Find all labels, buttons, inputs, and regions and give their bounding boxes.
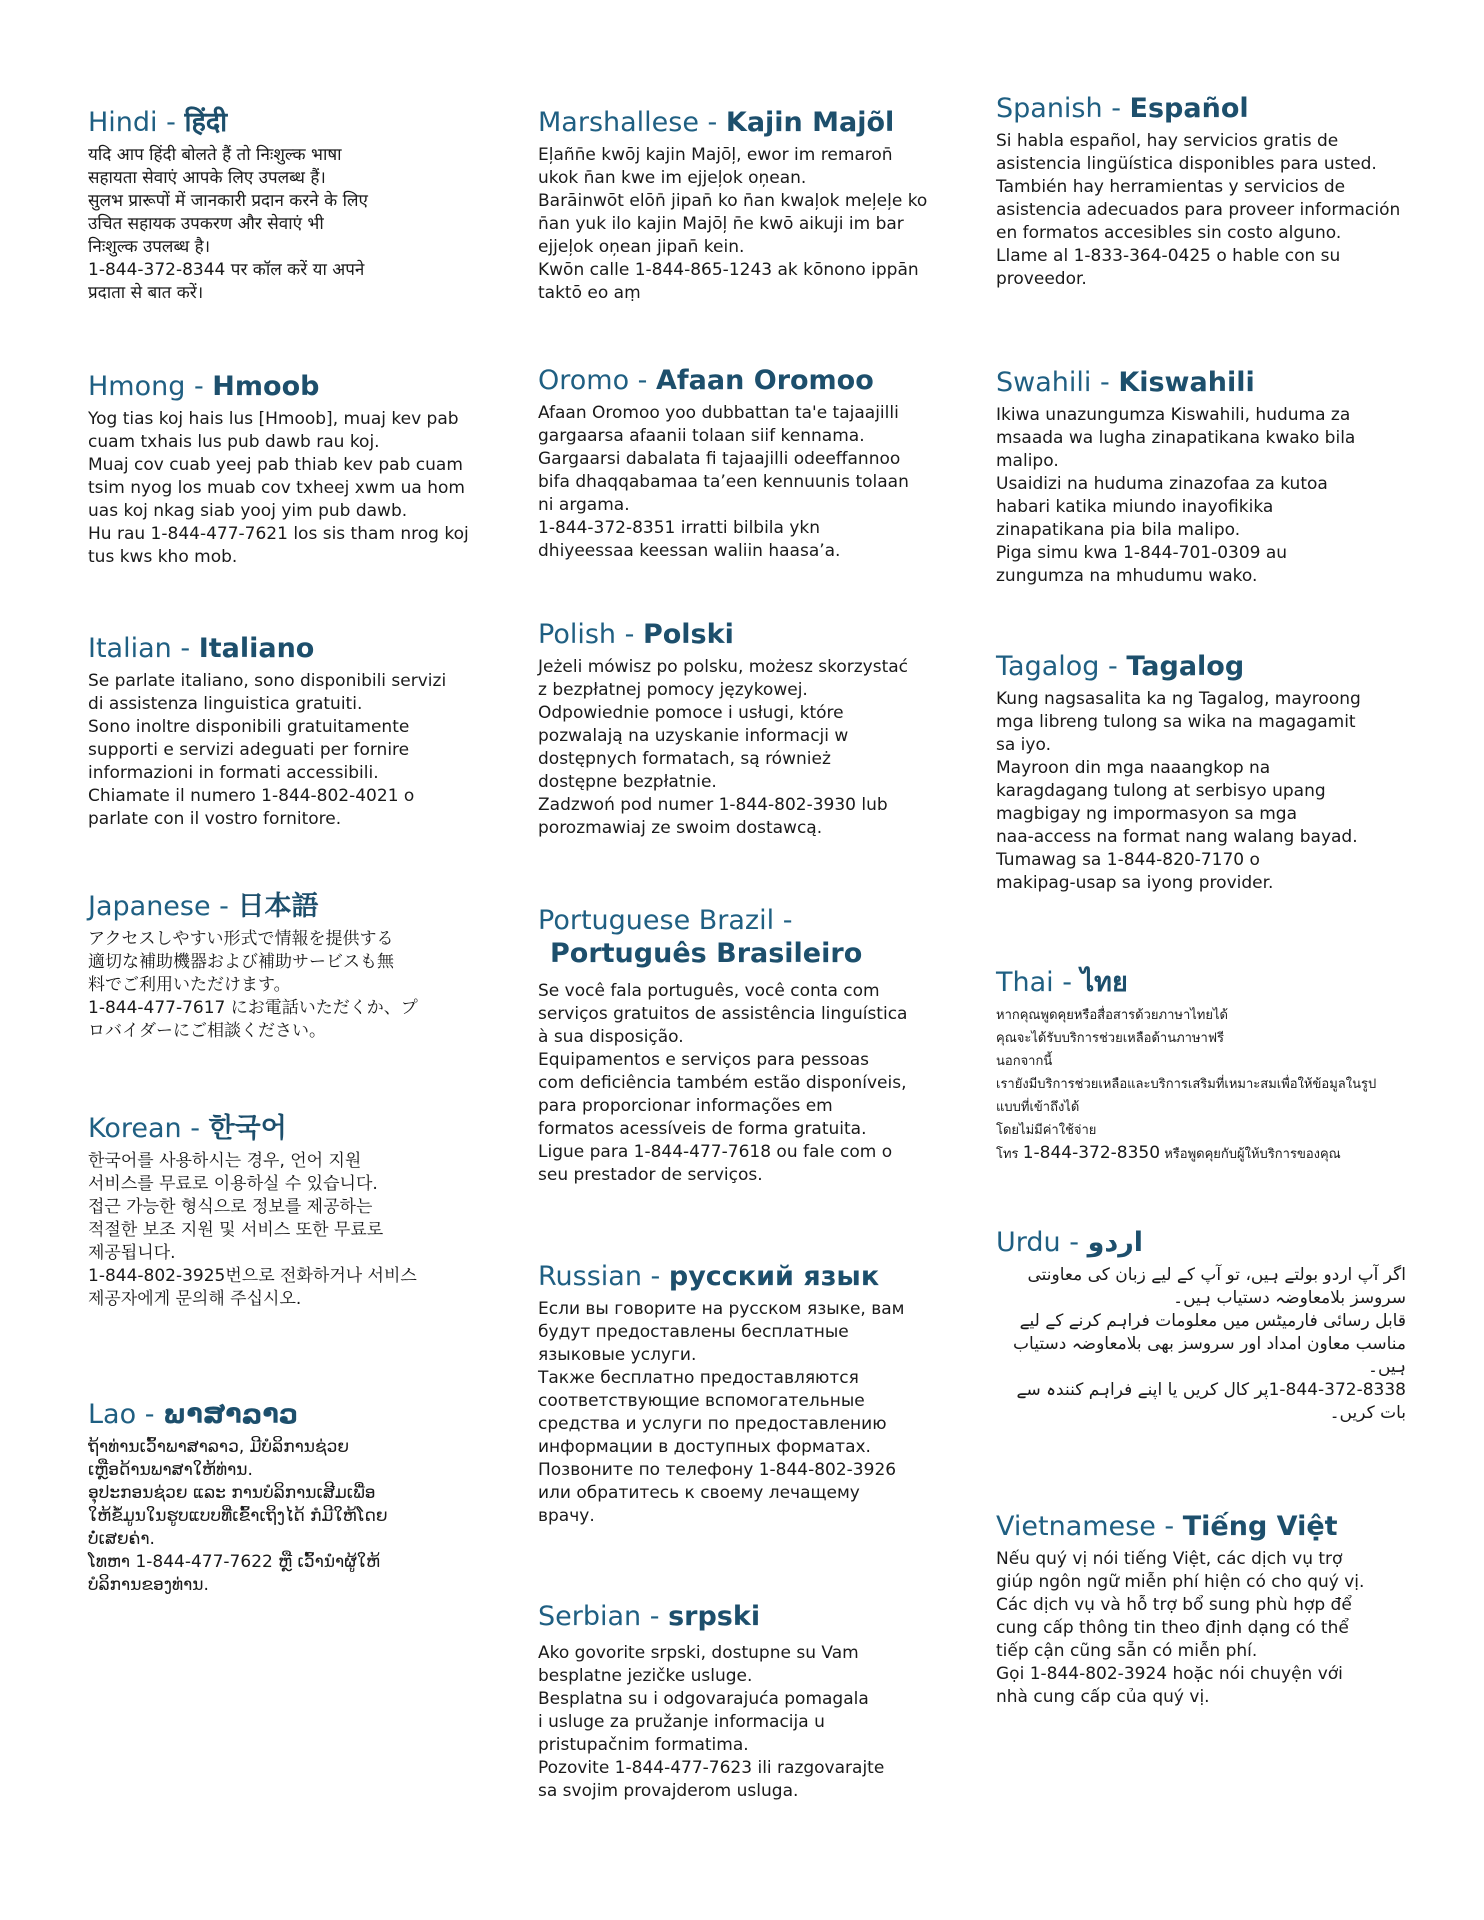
serbian-block	[538, 1600, 948, 1803]
japanese-native-name: 日本語	[237, 891, 319, 922]
marshallese-line: Barāinwōt elōn̄ jipan̄ ko n̄an kwaļok meļeļe ko	[538, 191, 928, 211]
oromo-line: dhiyeessaa keessan waliin haasa’a.	[538, 541, 841, 561]
thai-line: หากคุณพูดคุยหรือสื่อสารด้วยภาษาไทยได้	[996, 1008, 1228, 1023]
hmong-english-name: Hmong -	[88, 371, 204, 402]
urdu-english-name: Urdu -	[996, 1227, 1079, 1258]
vietnamese-line: nhà cung cấp của quý vị.	[996, 1687, 1210, 1707]
hindi-body	[88, 144, 496, 305]
tagalog-line: karagdagang tulong at serbisyo upang	[996, 781, 1326, 801]
vietnamese-line: tiếp cận cũng sẵn có miễn phí.	[996, 1641, 1258, 1661]
japanese-line: 料でご利用いただけます。	[88, 975, 291, 995]
swahili-line: msaada wa lugha zinapatikana kwako bila	[996, 428, 1356, 448]
urdu-line: بات کریں۔	[1329, 1403, 1406, 1423]
italian-heading	[88, 632, 496, 666]
urdu-heading	[996, 1226, 1416, 1260]
russian-line: информации в доступных форматах.	[538, 1437, 871, 1457]
portuguese-line: Equipamentos e serviços para pessoas	[538, 1050, 869, 1070]
portuguese-line: com deficiência também estão disponíveis,	[538, 1073, 907, 1093]
tagalog-line: naa-access na format nang walang bayad.	[996, 827, 1358, 847]
japanese-heading	[88, 890, 496, 924]
hmong-block	[88, 370, 496, 569]
urdu-native-name: اردو	[1087, 1227, 1143, 1258]
tagalog-block	[996, 650, 1416, 895]
russian-block	[538, 1260, 948, 1528]
korean-line: 적절한 보조 지원 및 서비스 또한 무료로	[88, 1220, 384, 1240]
portuguese-line: formatos acessíveis de forma gratuita.	[538, 1119, 867, 1139]
spanish-line: en formatos accesibles sin costo alguno.	[996, 223, 1342, 243]
thai-call-prefix: โทร	[996, 1147, 1019, 1162]
japanese-line: ロバイダーにご相談ください。	[88, 1021, 326, 1041]
hindi-block	[88, 106, 496, 305]
polish-line: pozwalają na uzyskanie informacji w	[538, 726, 849, 746]
hindi-english-name: Hindi -	[88, 107, 176, 138]
swahili-line: Usaidizi na huduma zinazofaa za kutoa	[996, 474, 1328, 494]
vietnamese-line: cung cấp thông tin theo định dạng có thể	[996, 1618, 1349, 1638]
swahili-line: zungumza na mhudumu wako.	[996, 566, 1258, 586]
polish-line: dostępne bezpłatnie.	[538, 772, 717, 792]
portuguese-block	[538, 904, 948, 1187]
spanish-native-name: Español	[1129, 93, 1249, 124]
tagalog-line: Mayroon din mga naaangkop na	[996, 758, 1271, 778]
marshallese-block	[538, 106, 948, 305]
urdu-line: اگر آپ اردو بولتے ہیں، تو آپ کے لیے زبان کی معاونتی	[1027, 1265, 1406, 1285]
polish-block	[538, 618, 948, 840]
portuguese-line: Se você fala português, você conta com	[538, 981, 880, 1001]
korean-english-name: Korean -	[88, 1113, 200, 1144]
italian-line: Sono inoltre disponibili gratuitamente	[88, 717, 410, 737]
vietnamese-block	[996, 1510, 1416, 1709]
tagalog-line: sa iyo.	[996, 735, 1051, 755]
hmong-line: Muaj cov cuab yeej pab thiab kev pab cuam	[88, 455, 463, 475]
japanese-line: 適切な補助機器および補助サービスも無	[88, 952, 394, 972]
polish-line: z bezpłatnej pomocy językowej.	[538, 680, 808, 700]
hmong-heading	[88, 370, 496, 404]
italian-body	[88, 670, 496, 831]
hindi-line: उचित सहायक उपकरण और सेवाएं भी	[88, 214, 324, 234]
korean-line: 1-844-802-3925번으로 전화하거나 서비스	[88, 1266, 417, 1286]
russian-line: средства и услуги по предоставлению	[538, 1414, 887, 1434]
japanese-line: アクセスしやすい形式で情報を提供する	[88, 929, 394, 949]
oromo-line: ni argama.	[538, 495, 630, 515]
hindi-line: सुलभ प्रारूपों में जानकारी प्रदान करने के लिए	[88, 191, 368, 211]
oromo-native-name: Afaan Oromoo	[656, 365, 874, 396]
hindi-line: 1-844-372-8344 पर कॉल करें या अपने	[88, 260, 365, 280]
hindi-native-name: हिंदी	[184, 107, 228, 138]
portuguese-body	[538, 980, 948, 1187]
russian-line: Если вы говорите на русском языке, вам	[538, 1299, 905, 1319]
hmong-body	[88, 408, 496, 569]
oromo-line: 1-844-372-8351 irratti bilbila ykn	[538, 518, 821, 538]
marshallese-line: ukok n̄an kwe im ejjeļok oņean.	[538, 168, 807, 188]
lao-heading	[88, 1398, 496, 1432]
lao-line: ອຸປະກອນຊ່ວຍ ແລະ ການບໍລິການເສີມເພື່ອ	[88, 1483, 376, 1503]
hmong-line: cuam txhais lus pub dawb rau koj.	[88, 432, 380, 452]
portuguese-heading	[538, 904, 948, 970]
serbian-heading	[538, 1600, 948, 1634]
serbian-line: Pozovite 1-844-477-7623 ili razgovarajte	[538, 1758, 885, 1778]
italian-native-name: Italiano	[198, 633, 315, 664]
russian-line: Позвоните по телефону 1-844-802-3926	[538, 1460, 897, 1480]
swahili-heading	[996, 366, 1416, 400]
lao-line: ໂທຫາ 1-844-477-7622 ຫຼື ເວົ້ານຳຜູ້ໃຫ້	[88, 1552, 381, 1572]
polish-line: Jeżeli mówisz po polsku, możesz skorzystać	[538, 657, 909, 677]
swahili-block	[996, 366, 1416, 588]
urdu-line: سروسز بلامعاوضہ دستیاب ہیں۔	[1173, 1288, 1406, 1308]
spanish-english-name: Spanish -	[996, 93, 1121, 124]
oromo-body	[538, 402, 948, 563]
vietnamese-english-name: Vietnamese -	[996, 1511, 1175, 1542]
korean-line: 서비스를 무료로 이용하실 수 있습니다.	[88, 1174, 378, 1194]
lao-native-name: ພາສາລາວ	[163, 1399, 299, 1430]
hindi-line: यदि आप हिंदी बोलते हैं तो निःशुल्क भाषा	[88, 145, 342, 165]
lao-line: ເຫຼືອດ້ານພາສາໃຫ້ທ່ານ.	[88, 1460, 253, 1480]
vietnamese-line: Gọi 1-844-802-3924 hoặc nói chuyện với	[996, 1664, 1343, 1684]
japanese-line: 1-844-477-7617 にお電話いただくか、プ	[88, 998, 418, 1018]
vietnamese-heading	[996, 1510, 1416, 1544]
urdu-line: 1-844-372-8338پر کال کریں یا اپنے فراہم کنندہ سے	[1016, 1380, 1406, 1400]
korean-line: 제공자에게 문의해 주십시오.	[88, 1289, 302, 1309]
swahili-english-name: Swahili -	[996, 367, 1110, 398]
oromo-heading	[538, 364, 948, 398]
swahili-line: Piga simu kwa 1-844-701-0309 au	[996, 543, 1288, 563]
italian-line: supporti e servizi adeguati per fornire	[88, 740, 410, 760]
hmong-line: uas koj nkag siab yooj yim pub dawb.	[88, 501, 408, 521]
lao-body	[88, 1436, 496, 1597]
japanese-body	[88, 928, 496, 1043]
portuguese-line: serviços gratuitos de assistência linguística	[538, 1004, 908, 1024]
polish-native-name: Polski	[642, 619, 734, 650]
lao-line: ໃຫ້ຂໍ້ມູນໃນຮູບແບບທີ່ເຂົ້າເຖິງໄດ້ ກໍມີໃຫ້ໂດຍ	[88, 1506, 388, 1526]
tagalog-line: mga libreng tulong sa wika na magagamit	[996, 712, 1356, 732]
oromo-block	[538, 364, 948, 563]
serbian-line: Besplatna su i odgovarajuća pomagala	[538, 1689, 869, 1709]
italian-line: informazioni in formati accessibili.	[88, 763, 379, 783]
vietnamese-line: Các dịch vụ và hỗ trợ bổ sung phù hợp để	[996, 1595, 1352, 1615]
serbian-native-name: srpski	[668, 1601, 761, 1632]
russian-line: будут предоставлены бесплатные	[538, 1322, 849, 1342]
thai-line: คุณจะได้รับบริการช่วยเหลือด้านภาษาฟรี	[996, 1031, 1225, 1046]
tagalog-line: Kung nagsasalita ka ng Tagalog, mayroong	[996, 689, 1361, 709]
urdu-block	[996, 1226, 1416, 1425]
spanish-heading	[996, 92, 1416, 126]
italian-line: parlate con il vostro fornitore.	[88, 809, 342, 829]
serbian-line: besplatne jezičke usluge.	[538, 1666, 753, 1686]
swahili-line: Ikiwa unazungumza Kiswahili, huduma za	[996, 405, 1351, 425]
tagalog-line: makipag-usap sa iyong provider.	[996, 873, 1274, 893]
hmong-line: tus kws kho mob.	[88, 547, 238, 567]
marshallese-body	[538, 144, 948, 305]
polish-english-name: Polish -	[538, 619, 635, 650]
spanish-line: Llame al 1-833-364-0425 o hable con su	[996, 246, 1341, 266]
portuguese-english-name: Portuguese Brazil -	[538, 905, 793, 936]
italian-line: di assistenza linguistica gratuiti.	[88, 694, 363, 714]
urdu-body	[996, 1264, 1406, 1425]
korean-line: 접근 가능한 형식으로 정보를 제공하는	[88, 1197, 373, 1217]
thai-line: แบบที่เข้าถึงได้	[996, 1100, 1080, 1115]
korean-heading	[88, 1112, 496, 1146]
russian-heading	[538, 1260, 948, 1294]
spanish-line: asistencia adecuados para proveer información	[996, 200, 1401, 220]
russian-body	[538, 1298, 948, 1528]
marshallese-line: Eļañn̄e kwōj kajin Majōļ, ewor im remaron̄	[538, 145, 893, 165]
polish-body	[538, 656, 948, 840]
lao-line: ບໍ່ເສຍຄ່າ.	[88, 1529, 155, 1549]
vietnamese-line: Nếu quý vị nói tiếng Việt, các dịch vụ trợ	[996, 1549, 1343, 1569]
lao-block	[88, 1398, 496, 1597]
spanish-block	[996, 92, 1416, 291]
swahili-line: habari katika miundo inayofikika	[996, 497, 1274, 517]
italian-block	[88, 632, 496, 831]
swahili-body	[996, 404, 1416, 588]
thai-english-name: Thai -	[996, 967, 1072, 998]
portuguese-line: seu prestador de serviços.	[538, 1165, 763, 1185]
hindi-line: सहायता सेवाएं आपके लिए उपलब्ध हैं।	[88, 168, 326, 188]
urdu-line: مناسب معاون امداد اور سروسز بھی بلامعاوضہ دستیاب	[1013, 1334, 1406, 1354]
hmong-line: tsim nyog los muab cov txheej xwm ua hom	[88, 478, 465, 498]
marshallese-line: taktō eo aṃ	[538, 283, 641, 303]
thai-line-call	[996, 1142, 1416, 1166]
japanese-english-name: Japanese -	[88, 891, 229, 922]
swahili-line: malipo.	[996, 451, 1059, 471]
hmong-native-name: Hmoob	[212, 371, 320, 402]
oromo-line: gargaarsa afaanii tolaan siif kennama.	[538, 426, 865, 446]
portuguese-line: para proporcionar informações em	[538, 1096, 833, 1116]
tagalog-line: Tumawag sa 1-844-820-7170 o	[996, 850, 1260, 870]
marshallese-line: Kwōn calle 1-844-865-1243 ak kōnono ippān	[538, 260, 919, 280]
italian-english-name: Italian -	[88, 633, 191, 664]
urdu-line: ہیں۔	[1368, 1357, 1406, 1377]
oromo-line: Afaan Oromoo yoo dubbattan ta'e tajaajilli	[538, 403, 899, 423]
spanish-line: También hay herramientas y servicios de	[996, 177, 1346, 197]
lao-line: ຖ້າທ່ານເວົ້າພາສາລາວ, ມີບໍລິການຊ່ວຍ	[88, 1437, 350, 1457]
japanese-block	[88, 890, 496, 1043]
serbian-line: i usluge za pružanje informacija u	[538, 1712, 825, 1732]
thai-call-suffix: หรือพูดคุยกับผู้ให้บริการของคุณ	[1164, 1147, 1341, 1162]
russian-line: языковые услуги.	[538, 1345, 697, 1365]
serbian-english-name: Serbian -	[538, 1601, 660, 1632]
spanish-line: proveedor.	[996, 269, 1087, 289]
spanish-line: asistencia lingüística disponibles para usted.	[996, 154, 1377, 174]
hmong-line: Hu rau 1-844-477-7621 los sis tham nrog koj	[88, 524, 469, 544]
tagalog-body	[996, 688, 1416, 895]
russian-line: или обратитесь к своему лечащему	[538, 1483, 860, 1503]
thai-line: โดยไม่มีค่าใช้จ่าย	[996, 1123, 1097, 1138]
marshallese-english-name: Marshallese -	[538, 107, 718, 138]
lao-english-name: Lao -	[88, 1399, 155, 1430]
tagalog-line: magbigay ng impormasyon sa mga	[996, 804, 1298, 824]
serbian-line: pristupačnim formatima.	[538, 1735, 749, 1755]
hmong-line: Yog tias koj hais lus [Hmoob], muaj kev pab	[88, 409, 459, 429]
polish-line: Odpowiednie pomoce i usługi, które	[538, 703, 844, 723]
serbian-line: sa svojim provajderom usluga.	[538, 1781, 799, 1801]
tagalog-english-name: Tagalog -	[996, 651, 1118, 682]
serbian-body	[538, 1642, 948, 1803]
vietnamese-line: giúp ngôn ngữ miễn phí hiện có cho quý vị.	[996, 1572, 1365, 1592]
polish-heading	[538, 618, 948, 652]
marshallese-heading	[538, 106, 948, 140]
urdu-line: قابل رسائی فارمیٹس میں معلومات فراہم کرنے کے لیے	[1019, 1311, 1406, 1331]
hindi-heading	[88, 106, 496, 140]
vietnamese-native-name: Tiếng Việt	[1182, 1511, 1338, 1542]
polish-line: dostępnych formatach, są również	[538, 749, 831, 769]
russian-line: врачу.	[538, 1506, 595, 1526]
thai-heading	[996, 966, 1416, 1000]
marshallese-line: ejjeļok oņean jipan̄ kein.	[538, 237, 745, 257]
portuguese-line: Ligue para 1-844-477-7618 ou fale com o	[538, 1142, 893, 1162]
thai-line: นอกจากนี้	[996, 1054, 1053, 1069]
spanish-body	[996, 130, 1416, 291]
portuguese-line: à sua disposição.	[538, 1027, 684, 1047]
oromo-line: bifa dhaqqabamaa ta’een kennuunis tolaan	[538, 472, 909, 492]
serbian-line: Ako govorite srpski, dostupne su Vam	[538, 1643, 859, 1663]
russian-line: соответствующие вспомогательные	[538, 1391, 865, 1411]
tagalog-native-name: Tagalog	[1126, 651, 1245, 682]
tagalog-heading	[996, 650, 1416, 684]
thai-line: เรายังมีบริการช่วยเหลือและบริการเสริมที่เหมาะสมเพื่อให้ข้อมูลในรูป	[996, 1077, 1377, 1092]
korean-native-name: 한국어	[208, 1113, 287, 1144]
russian-native-name: русский язык	[668, 1261, 880, 1292]
korean-body	[88, 1150, 496, 1311]
marshallese-native-name: Kajin Majõl	[725, 107, 895, 138]
thai-native-name: ไทย	[1080, 967, 1128, 998]
italian-line: Se parlate italiano, sono disponibili servizi	[88, 671, 447, 691]
thai-phone: 1-844-372-8350	[1022, 1143, 1161, 1163]
vietnamese-body	[996, 1548, 1416, 1709]
korean-block	[88, 1112, 496, 1311]
hindi-line: निःशुल्क उपलब्ध है।	[88, 237, 211, 257]
italian-line: Chiamate il numero 1-844-802-4021 o	[88, 786, 415, 806]
hindi-line: प्रदाता से बात करें।	[88, 283, 204, 303]
polish-line: Zadzwoń pod numer 1-844-802-3930 lub	[538, 795, 888, 815]
russian-line: Также бесплатно предоставляются	[538, 1368, 859, 1388]
lao-line: ບໍລິການຂອງທ່ານ.	[88, 1575, 209, 1595]
oromo-english-name: Oromo -	[538, 365, 648, 396]
oromo-line: Gargaarsi dabalata fi tajaajilli odeeffannoo	[538, 449, 901, 469]
swahili-line: zinapatikana pia bila malipo.	[996, 520, 1241, 540]
thai-block	[996, 966, 1416, 1166]
russian-english-name: Russian -	[538, 1261, 661, 1292]
portuguese-native-name: Português Brasileiro	[550, 938, 863, 969]
thai-body	[996, 1004, 1416, 1166]
polish-line: porozmawiaj ze swoim dostawcą.	[538, 818, 823, 838]
marshallese-line: n̄an yuk ilo kajin Majōļ n̄e kwō aikuji im bar	[538, 214, 904, 234]
swahili-native-name: Kiswahili	[1118, 367, 1255, 398]
spanish-line: Si habla español, hay servicios gratis de	[996, 131, 1339, 151]
korean-line: 제공됩니다.	[88, 1243, 176, 1263]
korean-line: 한국어를 사용하시는 경우, 언어 지원	[88, 1151, 362, 1171]
